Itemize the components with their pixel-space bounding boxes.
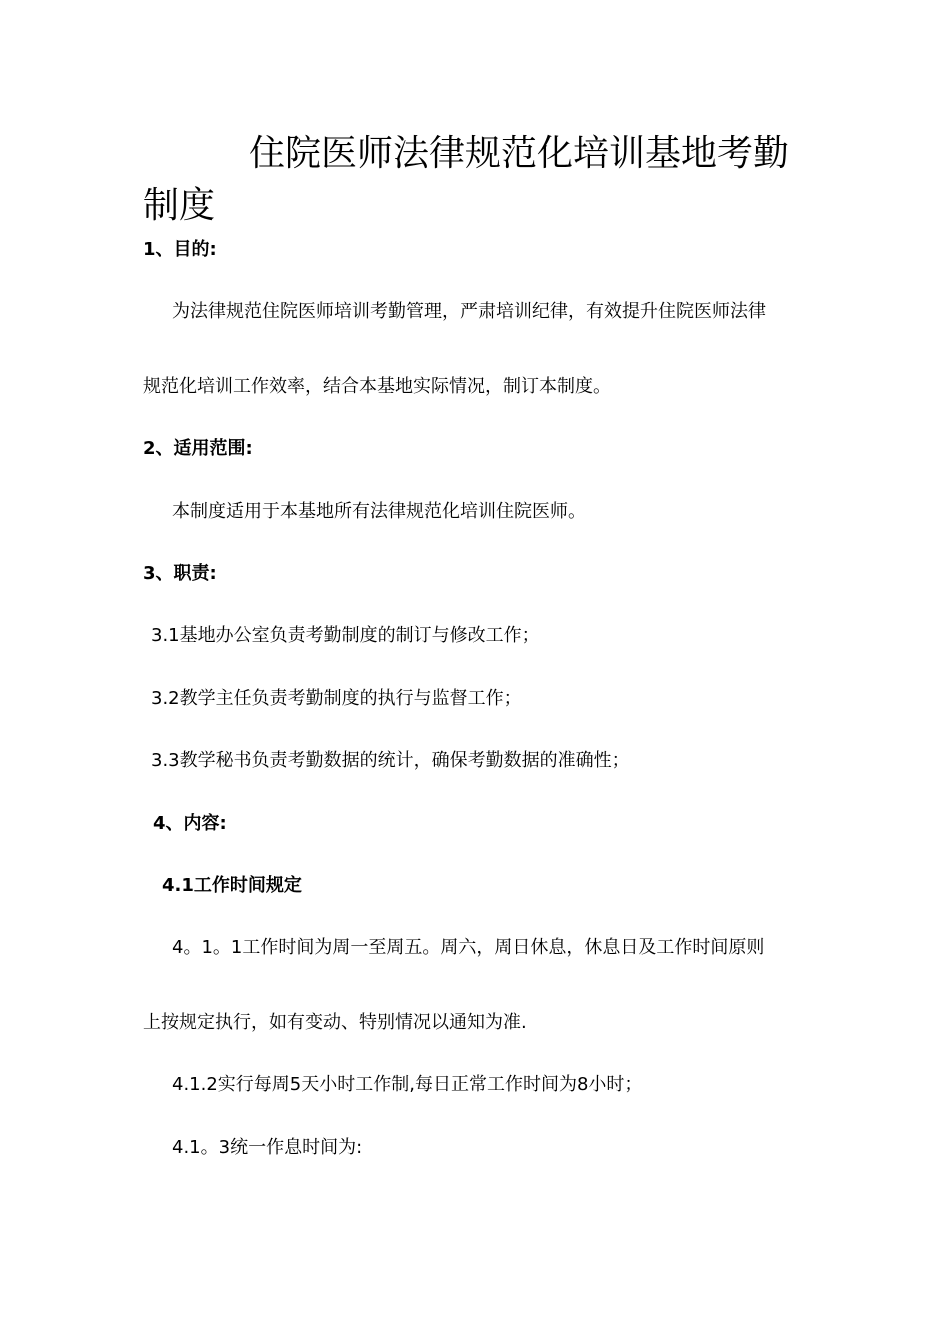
section-4-heading: 4、内容: bbox=[153, 813, 227, 834]
section-3-item-2: 3.2教学主任负责考勤制度的执行与监督工作； bbox=[151, 688, 522, 709]
section-3-item-1: 3.1基地办公室负责考勤制度的制订与修改工作； bbox=[151, 625, 540, 646]
section-4-1-1-line-1: 4。1。1工作时间为周一至周五。周六，周日休息，休息日及工作时间原则 bbox=[172, 937, 765, 958]
section-4-1-2: 4.1.2实行每周5天小时工作制,每日正常工作时间为8小时； bbox=[172, 1074, 643, 1095]
section-4-1-heading: 4.1工作时间规定 bbox=[162, 875, 302, 896]
section-2-paragraph: 本制度适用于本基地所有法律规范化培训住院医师。 bbox=[172, 501, 586, 522]
section-1-paragraph-line-2: 规范化培训工作效率，结合本基地实际情况，制订本制度。 bbox=[143, 376, 611, 397]
section-3-item-3: 3.3教学秘书负责考勤数据的统计，确保考勤数据的准确性； bbox=[151, 750, 630, 771]
section-4-1-3: 4.1。3统一作息时间为: bbox=[172, 1137, 363, 1158]
section-3-heading: 3、职责: bbox=[143, 563, 217, 584]
section-4-1-1-line-2: 上按规定执行，如有变动、特别情况以通知为准. bbox=[143, 1012, 527, 1033]
section-2-heading: 2、适用范围: bbox=[143, 438, 253, 459]
document-title: 住院医师法律规范化培训基地考勤制度 bbox=[143, 133, 790, 226]
section-1-heading: 1、目的: bbox=[143, 239, 217, 260]
section-1-paragraph-line-1: 为法律规范住院医师培训考勤管理，严肃培训纪律，有效提升住院医师法律 bbox=[172, 301, 766, 322]
